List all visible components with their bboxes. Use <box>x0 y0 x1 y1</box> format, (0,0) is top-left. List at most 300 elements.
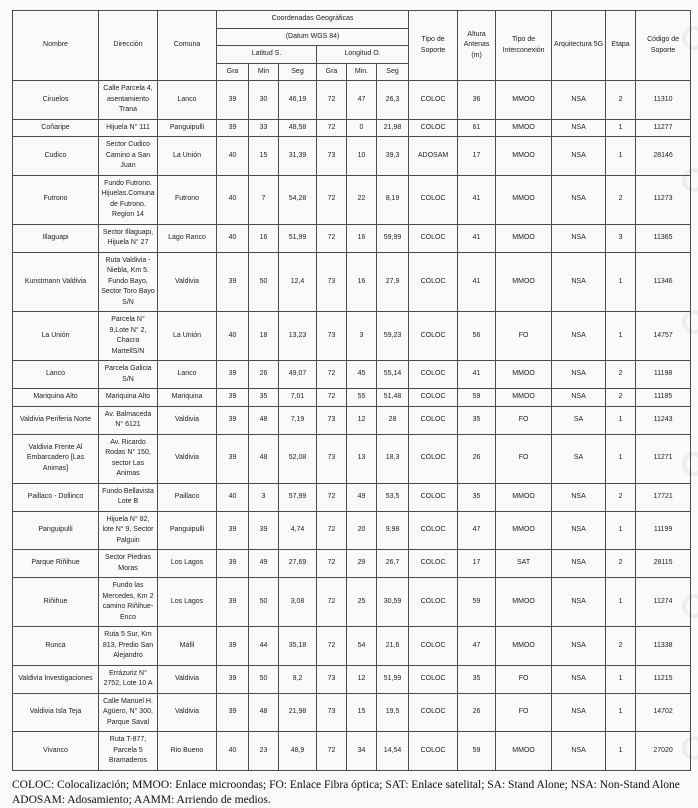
table-cell-lon_seg: 59,23 <box>377 312 409 361</box>
table-row <box>13 81 691 120</box>
table-cell-arquitectura_5g: NSA <box>552 81 606 120</box>
table-cell-direccion: Ruta Valdivia - Niebla, Km 5. Fundo Bayo, Sector Toro Bayo S/N <box>99 252 158 312</box>
table-cell-etapa: 1 <box>606 406 636 434</box>
col-header-lon-seg: Seg <box>377 63 409 81</box>
table-cell-lon_min: 20 <box>347 511 377 550</box>
table-cell-etapa: 2 <box>606 81 636 120</box>
table-cell-lat_gra: 40 <box>217 224 249 252</box>
table-cell-direccion: Calle Manuel H. Agüero, N° 300, Parque Saval <box>99 693 158 732</box>
table-cell-lat_seg: 52,08 <box>279 434 317 483</box>
table-cell-lat_seg: 13,23 <box>279 312 317 361</box>
table-cell-lat_gra: 40 <box>217 312 249 361</box>
table-cell-comuna: La Unión <box>158 312 217 361</box>
table-row <box>13 578 691 627</box>
table-row <box>13 550 691 578</box>
table-cell-comuna: Mariquina <box>158 389 217 407</box>
table-cell-direccion: Ruta T-877, Parcela 5 Bramaderos <box>99 732 158 771</box>
table-cell-tipo_soporte: ADOSAM <box>409 137 458 176</box>
table-cell-lon_gra: 73 <box>317 693 347 732</box>
table-cell-comuna: Valdivia <box>158 406 217 434</box>
table-cell-lat_min: 39 <box>249 511 279 550</box>
table-cell-nombre: Valdivia Investigaciones <box>13 665 99 693</box>
table-cell-lon_min: 15 <box>347 693 377 732</box>
table-cell-lon_min: 10 <box>347 137 377 176</box>
table-cell-lon_seg: 30,59 <box>377 578 409 627</box>
col-header-lon-gra: Gra <box>317 63 347 81</box>
table-cell-direccion: Fundo Bellavista Lote B <box>99 483 158 511</box>
table-cell-lon_seg: 9,98 <box>377 511 409 550</box>
table-cell-tipo_soporte: COLOC <box>409 119 458 137</box>
table-cell-lat_min: 35 <box>249 389 279 407</box>
table-cell-lat_gra: 39 <box>217 578 249 627</box>
table-cell-lat_min: 30 <box>249 81 279 120</box>
table-row <box>13 627 691 666</box>
table-cell-nombre: Valdivia Isla Teja <box>13 693 99 732</box>
table-cell-lat_seg: 7,19 <box>279 406 317 434</box>
table-cell-lat_min: 23 <box>249 732 279 771</box>
table-cell-nombre: Valdivia Periferia Norte <box>13 406 99 434</box>
table-cell-tipo_interconexion: MMOO <box>496 252 552 312</box>
table-row <box>13 137 691 176</box>
table-cell-arquitectura_5g: NSA <box>552 732 606 771</box>
table-cell-lat_min: 44 <box>249 627 279 666</box>
table-cell-lat_min: 18 <box>249 312 279 361</box>
header-row-1 <box>13 11 691 29</box>
table-cell-tipo_soporte: COLOC <box>409 434 458 483</box>
table-cell-lon_gra: 72 <box>317 732 347 771</box>
table-row <box>13 252 691 312</box>
table-cell-etapa: 2 <box>606 361 636 389</box>
table-cell-direccion: Av. Balmaceda N° 6121 <box>99 406 158 434</box>
col-header-tipo-interconexion: Tipo de Interconexión <box>496 11 552 81</box>
col-header-lat-min: Min <box>249 63 279 81</box>
table-cell-altura_antenas: 47 <box>458 627 496 666</box>
table-cell-altura_antenas: 59 <box>458 732 496 771</box>
table-cell-lat_seg: 7,01 <box>279 389 317 407</box>
table-cell-lat_min: 48 <box>249 693 279 732</box>
table-cell-nombre: Futrono <box>13 175 99 224</box>
table-cell-lon_min: 29 <box>347 550 377 578</box>
table-cell-arquitectura_5g: NSA <box>552 511 606 550</box>
table-row <box>13 406 691 434</box>
table-cell-lat_min: 48 <box>249 434 279 483</box>
table-cell-codigo_soporte: 11185 <box>636 389 691 407</box>
table-cell-lon_gra: 73 <box>317 406 347 434</box>
table-cell-tipo_interconexion: MMOO <box>496 511 552 550</box>
table-cell-lon_seg: 8,19 <box>377 175 409 224</box>
col-header-tipo-soporte: Tipo de Soporte <box>409 11 458 81</box>
table-cell-arquitectura_5g: NSA <box>552 665 606 693</box>
table-cell-arquitectura_5g: SA <box>552 406 606 434</box>
table-cell-arquitectura_5g: NSA <box>552 361 606 389</box>
site-table-body <box>13 81 691 771</box>
table-cell-lon_gra: 72 <box>317 389 347 407</box>
table-cell-altura_antenas: 36 <box>458 81 496 120</box>
table-cell-altura_antenas: 35 <box>458 406 496 434</box>
table-cell-altura_antenas: 41 <box>458 361 496 389</box>
table-cell-lat_seg: 48,9 <box>279 732 317 771</box>
table-cell-lon_min: 12 <box>347 406 377 434</box>
table-cell-lon_gra: 73 <box>317 312 347 361</box>
table-cell-direccion: Errázuriz N° 2752, Lote 10 A <box>99 665 158 693</box>
table-cell-lon_gra: 72 <box>317 578 347 627</box>
table-cell-lon_seg: 27,9 <box>377 252 409 312</box>
table-row <box>13 312 691 361</box>
table-row <box>13 732 691 771</box>
col-header-arquitectura-5g: Arquitectura 5G <box>552 11 606 81</box>
table-cell-altura_antenas: 17 <box>458 550 496 578</box>
table-cell-codigo_soporte: 28115 <box>636 550 691 578</box>
table-row <box>13 665 691 693</box>
table-cell-lon_seg: 26,7 <box>377 550 409 578</box>
table-cell-lon_gra: 72 <box>317 81 347 120</box>
table-cell-nombre: Parque Riñihue <box>13 550 99 578</box>
table-cell-lon_seg: 51,99 <box>377 665 409 693</box>
table-cell-tipo_interconexion: SAT <box>496 550 552 578</box>
table-cell-lat_gra: 40 <box>217 137 249 176</box>
table-cell-arquitectura_5g: SA <box>552 434 606 483</box>
table-cell-lat_min: 16 <box>249 224 279 252</box>
table-cell-tipo_interconexion: MMOO <box>496 119 552 137</box>
table-cell-direccion: Hijuela N° 82, lote N° 9, Sector Palguin <box>99 511 158 550</box>
table-cell-nombre: Ciruelos <box>13 81 99 120</box>
table-cell-arquitectura_5g: NSA <box>552 627 606 666</box>
table-cell-lat_gra: 39 <box>217 389 249 407</box>
table-cell-tipo_interconexion: MMOO <box>496 578 552 627</box>
table-cell-etapa: 1 <box>606 578 636 627</box>
col-header-direccion: Dirección <box>99 11 158 81</box>
table-cell-etapa: 3 <box>606 224 636 252</box>
table-row <box>13 175 691 224</box>
table-cell-lon_gra: 73 <box>317 137 347 176</box>
table-cell-nombre: Runca <box>13 627 99 666</box>
table-cell-etapa: 2 <box>606 550 636 578</box>
col-header-latitud: Latitud S. <box>217 46 317 64</box>
table-cell-tipo_interconexion: MMOO <box>496 361 552 389</box>
table-cell-direccion: Av. Ricardo Rodas N° 150, sector Las Animas <box>99 434 158 483</box>
table-cell-lat_min: 50 <box>249 578 279 627</box>
table-cell-lat_gra: 40 <box>217 732 249 771</box>
table-cell-tipo_soporte: COLOC <box>409 483 458 511</box>
table-cell-lat_gra: 40 <box>217 483 249 511</box>
table-cell-lat_min: 49 <box>249 550 279 578</box>
table-cell-codigo_soporte: 11274 <box>636 578 691 627</box>
table-cell-lat_min: 3 <box>249 483 279 511</box>
table-cell-codigo_soporte: 17721 <box>636 483 691 511</box>
table-cell-direccion: Parcela Galicia S/N <box>99 361 158 389</box>
table-cell-lon_seg: 19,5 <box>377 693 409 732</box>
table-cell-tipo_interconexion: FO <box>496 312 552 361</box>
col-header-coordenadas: Coordenadas Geográficas <box>217 11 409 29</box>
table-cell-etapa: 1 <box>606 137 636 176</box>
table-cell-lat_seg: 3,08 <box>279 578 317 627</box>
table-cell-arquitectura_5g: NSA <box>552 693 606 732</box>
table-cell-tipo_soporte: COLOC <box>409 732 458 771</box>
table-cell-altura_antenas: 26 <box>458 434 496 483</box>
table-cell-lon_gra: 73 <box>317 434 347 483</box>
table-cell-comuna: Panguipulli <box>158 119 217 137</box>
table-cell-tipo_soporte: COLOC <box>409 406 458 434</box>
table-cell-lon_gra: 73 <box>317 665 347 693</box>
table-cell-codigo_soporte: 11271 <box>636 434 691 483</box>
table-cell-lon_seg: 51,48 <box>377 389 409 407</box>
table-cell-etapa: 1 <box>606 665 636 693</box>
table-cell-codigo_soporte: 11310 <box>636 81 691 120</box>
table-cell-comuna: Valdivia <box>158 693 217 732</box>
table-cell-tipo_soporte: COLOC <box>409 578 458 627</box>
table-cell-tipo_interconexion: MMOO <box>496 389 552 407</box>
table-cell-tipo_soporte: COLOC <box>409 665 458 693</box>
table-cell-nombre: Vivanco <box>13 732 99 771</box>
table-cell-lat_gra: 39 <box>217 119 249 137</box>
table-cell-comuna: Valdivia <box>158 665 217 693</box>
table-cell-lon_seg: 28 <box>377 406 409 434</box>
table-cell-lat_seg: 51,99 <box>279 224 317 252</box>
table-cell-lat_gra: 39 <box>217 665 249 693</box>
table-cell-lat_seg: 48,58 <box>279 119 317 137</box>
table-cell-lon_min: 49 <box>347 483 377 511</box>
table-cell-codigo_soporte: 11338 <box>636 627 691 666</box>
table-cell-codigo_soporte: 11273 <box>636 175 691 224</box>
table-cell-tipo_interconexion: FO <box>496 665 552 693</box>
table-cell-comuna: Lago Ranco <box>158 224 217 252</box>
table-cell-etapa: 2 <box>606 627 636 666</box>
table-cell-nombre: Panguipulli <box>13 511 99 550</box>
table-cell-arquitectura_5g: NSA <box>552 119 606 137</box>
table-cell-codigo_soporte: 11277 <box>636 119 691 137</box>
table-cell-altura_antenas: 61 <box>458 119 496 137</box>
table-cell-lat_gra: 39 <box>217 81 249 120</box>
table-cell-tipo_interconexion: FO <box>496 434 552 483</box>
table-cell-comuna: Paillaco <box>158 483 217 511</box>
table-cell-lon_min: 25 <box>347 578 377 627</box>
table-row <box>13 693 691 732</box>
table-cell-lon_seg: 55,14 <box>377 361 409 389</box>
table-cell-altura_antenas: 41 <box>458 175 496 224</box>
table-cell-lat_gra: 39 <box>217 627 249 666</box>
table-cell-arquitectura_5g: NSA <box>552 252 606 312</box>
table-header <box>13 11 691 81</box>
table-cell-lon_seg: 26,3 <box>377 81 409 120</box>
table-cell-lon_min: 3 <box>347 312 377 361</box>
table-cell-tipo_interconexion: MMOO <box>496 224 552 252</box>
table-cell-arquitectura_5g: NSA <box>552 312 606 361</box>
table-cell-lat_min: 7 <box>249 175 279 224</box>
table-cell-lat_min: 15 <box>249 137 279 176</box>
table-cell-codigo_soporte: 11365 <box>636 224 691 252</box>
table-cell-codigo_soporte: 11215 <box>636 665 691 693</box>
table-cell-altura_antenas: 59 <box>458 578 496 627</box>
table-cell-altura_antenas: 41 <box>458 252 496 312</box>
table-cell-comuna: Los Lagos <box>158 578 217 627</box>
table-cell-lon_min: 22 <box>347 175 377 224</box>
table-cell-lat_seg: 46,19 <box>279 81 317 120</box>
table-row <box>13 389 691 407</box>
table-row <box>13 224 691 252</box>
table-cell-lat_min: 26 <box>249 361 279 389</box>
table-cell-etapa: 2 <box>606 483 636 511</box>
table-cell-lat_min: 50 <box>249 252 279 312</box>
table-cell-direccion: Parcela N° 9,Lote N° 2, Chacra MartellS/N <box>99 312 158 361</box>
col-header-codigo-soporte: Código de Soporte <box>636 11 691 81</box>
table-cell-altura_antenas: 35 <box>458 665 496 693</box>
table-cell-tipo_interconexion: FO <box>496 693 552 732</box>
table-cell-tipo_interconexion: MMOO <box>496 137 552 176</box>
table-cell-direccion: Sector Illaguapi, Hijuela N° 27 <box>99 224 158 252</box>
table-cell-lat_seg: 27,69 <box>279 550 317 578</box>
table-cell-lon_min: 45 <box>347 361 377 389</box>
table-cell-tipo_soporte: COLOC <box>409 252 458 312</box>
table-cell-tipo_soporte: COLOC <box>409 627 458 666</box>
table-cell-etapa: 1 <box>606 312 636 361</box>
table-cell-lat_min: 50 <box>249 665 279 693</box>
table-cell-comuna: Lanco <box>158 81 217 120</box>
table-cell-etapa: 1 <box>606 693 636 732</box>
table-cell-lat_seg: 49,07 <box>279 361 317 389</box>
table-cell-direccion: Hijuela N° 111 <box>99 119 158 137</box>
table-cell-comuna: La Unión <box>158 137 217 176</box>
table-cell-comuna: Máfil <box>158 627 217 666</box>
table-cell-etapa: 1 <box>606 511 636 550</box>
col-header-lat-gra: Gra <box>217 63 249 81</box>
table-cell-tipo_soporte: COLOC <box>409 81 458 120</box>
table-cell-comuna: Valdivia <box>158 252 217 312</box>
table-cell-lat_seg: 12,4 <box>279 252 317 312</box>
table-cell-lat_seg: 35,18 <box>279 627 317 666</box>
table-cell-nombre: Lanco <box>13 361 99 389</box>
abbreviations-note: COLOC: Colocalización; MMOO: Enlace microondas; FO: Enlace Fibra óptica; SAT: Enlace satelital; SA: Stand Alone; NSA: Non-Stand Alone ADOSAM: Adosamiento; AAMM: Arriendo de medios. <box>12 778 680 806</box>
col-header-datum: (Datum WGS 84) <box>217 28 409 46</box>
table-cell-lon_gra: 72 <box>317 483 347 511</box>
table-cell-direccion: Calle Parcela 4, asentamiento Trana <box>99 81 158 120</box>
table-cell-etapa: 2 <box>606 389 636 407</box>
table-cell-codigo_soporte: 28146 <box>636 137 691 176</box>
table-cell-lon_min: 0 <box>347 119 377 137</box>
table-cell-lon_seg: 21,98 <box>377 119 409 137</box>
table-cell-nombre: La Unión <box>13 312 99 361</box>
table-cell-lon_min: 16 <box>347 252 377 312</box>
table-cell-tipo_interconexion: MMOO <box>496 175 552 224</box>
table-cell-lat_seg: 9,2 <box>279 665 317 693</box>
table-cell-arquitectura_5g: NSA <box>552 137 606 176</box>
sites-table <box>12 10 691 771</box>
table-cell-lon_gra: 72 <box>317 550 347 578</box>
table-cell-lat_seg: 4,74 <box>279 511 317 550</box>
table-row <box>13 434 691 483</box>
table-cell-tipo_soporte: COLOC <box>409 511 458 550</box>
table-cell-lat_gra: 39 <box>217 693 249 732</box>
table-cell-nombre: Riñihue <box>13 578 99 627</box>
table-cell-nombre: Cudico <box>13 137 99 176</box>
table-cell-etapa: 1 <box>606 252 636 312</box>
table-cell-comuna: Rio Bueno <box>158 732 217 771</box>
table-cell-lon_gra: 72 <box>317 511 347 550</box>
table-cell-comuna: Panguipulli <box>158 511 217 550</box>
table-row <box>13 511 691 550</box>
table-cell-codigo_soporte: 14757 <box>636 312 691 361</box>
table-cell-direccion: Ruta 5 Sur, Km 813, Predio San Alejandro <box>99 627 158 666</box>
table-cell-codigo_soporte: 14702 <box>636 693 691 732</box>
table-cell-altura_antenas: 26 <box>458 693 496 732</box>
table-cell-lon_min: 34 <box>347 732 377 771</box>
table-cell-nombre: Kunstmann Valdivia <box>13 252 99 312</box>
table-cell-tipo_soporte: COLOC <box>409 389 458 407</box>
table-cell-lon_min: 54 <box>347 627 377 666</box>
col-header-altura-antenas: Altura Antenas (m) <box>458 11 496 81</box>
col-header-comuna: Comuna <box>158 11 217 81</box>
table-cell-arquitectura_5g: NSA <box>552 389 606 407</box>
table-cell-lat_seg: 21,98 <box>279 693 317 732</box>
table-cell-lon_min: 16 <box>347 224 377 252</box>
table-cell-lon_min: 12 <box>347 665 377 693</box>
table-cell-lon_seg: 18,3 <box>377 434 409 483</box>
table-cell-lon_seg: 53,5 <box>377 483 409 511</box>
table-cell-lon_min: 13 <box>347 434 377 483</box>
table-cell-tipo_soporte: COLOC <box>409 361 458 389</box>
table-cell-direccion: Sector Cudico Camino a San Juan <box>99 137 158 176</box>
table-cell-direccion: Fundo las Mercedes, Km 2 camino Riñihue-Enco <box>99 578 158 627</box>
table-cell-nombre: Valdivia Frente Al Embarcadero [Las Animas] <box>13 434 99 483</box>
table-cell-arquitectura_5g: NSA <box>552 175 606 224</box>
col-header-longitud: Longitud O. <box>317 46 409 64</box>
table-cell-lon_gra: 72 <box>317 224 347 252</box>
table-cell-altura_antenas: 35 <box>458 483 496 511</box>
table-cell-etapa: 2 <box>606 175 636 224</box>
table-cell-codigo_soporte: 11346 <box>636 252 691 312</box>
table-cell-lat_gra: 40 <box>217 175 249 224</box>
table-cell-direccion: Sector Piedras Moras <box>99 550 158 578</box>
table-cell-lat_gra: 39 <box>217 550 249 578</box>
table-cell-comuna: Futrono <box>158 175 217 224</box>
table-cell-nombre: Paillaco - Dollinco <box>13 483 99 511</box>
table-cell-direccion: Fundo Futrono. Hijuelas.Comuna de Futrono. Region 14 <box>99 175 158 224</box>
table-cell-lat_min: 48 <box>249 406 279 434</box>
table-cell-lon_min: 47 <box>347 81 377 120</box>
table-cell-lat_gra: 39 <box>217 252 249 312</box>
table-cell-nombre: Coñaripe <box>13 119 99 137</box>
table-cell-tipo_soporte: COLOC <box>409 224 458 252</box>
table-cell-lat_seg: 54,28 <box>279 175 317 224</box>
table-cell-codigo_soporte: 11198 <box>636 361 691 389</box>
table-cell-codigo_soporte: 11199 <box>636 511 691 550</box>
table-cell-nombre: Mariquina Alto <box>13 389 99 407</box>
table-cell-lon_gra: 73 <box>317 252 347 312</box>
table-cell-lat_gra: 39 <box>217 511 249 550</box>
table-cell-arquitectura_5g: NSA <box>552 224 606 252</box>
col-header-nombre: Nombre <box>13 11 99 81</box>
table-cell-lon_seg: 14,54 <box>377 732 409 771</box>
table-cell-tipo_interconexion: MMOO <box>496 483 552 511</box>
table-cell-tipo_soporte: COLOC <box>409 175 458 224</box>
table-cell-tipo_soporte: COLOC <box>409 550 458 578</box>
table-cell-etapa: 1 <box>606 119 636 137</box>
table-cell-tipo_interconexion: MMOO <box>496 627 552 666</box>
table-cell-lon_seg: 21,6 <box>377 627 409 666</box>
table-cell-tipo_soporte: COLOC <box>409 312 458 361</box>
table-cell-lat_min: 33 <box>249 119 279 137</box>
col-header-lon-min: Min. <box>347 63 377 81</box>
table-cell-lat_gra: 39 <box>217 434 249 483</box>
table-cell-arquitectura_5g: NSA <box>552 578 606 627</box>
col-header-etapa: Etapa <box>606 11 636 81</box>
table-row <box>13 483 691 511</box>
table-cell-etapa: 1 <box>606 434 636 483</box>
table-cell-lon_seg: 59,99 <box>377 224 409 252</box>
table-cell-lat_gra: 39 <box>217 406 249 434</box>
table-cell-lat_seg: 57,99 <box>279 483 317 511</box>
table-cell-lon_gra: 72 <box>317 361 347 389</box>
table-cell-etapa: 1 <box>606 732 636 771</box>
